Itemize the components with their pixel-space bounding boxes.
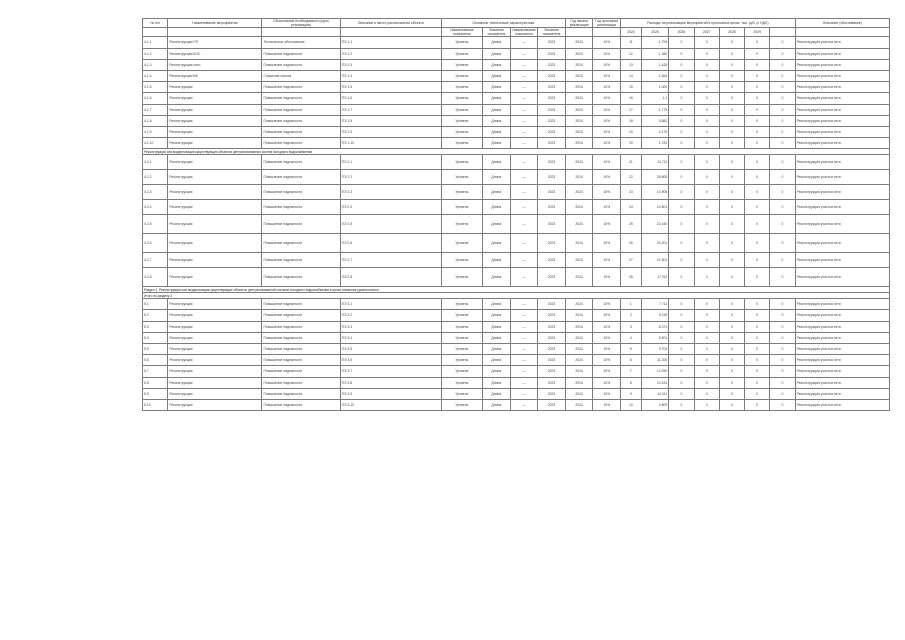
header-reason: Обоснование необходимости (цель реализации) — [262, 19, 340, 28]
header-year-2028: 2028 — [719, 28, 744, 37]
table-row: 5.4 Реконструкция Повышение надежности ПЭ 3.4 Уровень Длина — 2023 2024 10% 4 5.901 0 0 0 0 0 Реконструкция участка сети — [143, 332, 890, 343]
table-row: 4.1.6 Реконструкция Повышение надежности ПЭ 1.6 Уровень Длина — 2023 2024 10% 16 1.1 0 0 0 0 0 Реконструкция участка сети — [143, 93, 890, 104]
table-row: 4.1.3 Реконструкция сети Повышение надежности ПЭ 1.3 Уровень Длина — 2023 2024 10% 13 1.425 0 0 0 0 0 Реконструкция участка сети — [143, 59, 890, 70]
table-row: 5.1 Реконструкция Повышение надежности ПЭ 3.1 Уровень Длина — 2023 2024 10% 1 7.711 0 0 0 0 0 Реконструкция участка сети — [143, 299, 890, 310]
table-row: 4.2.4 Реконструкция Повышение надежности ПЭ 2.4 Уровень Длина — 2023 2024 10% 24 10.801 0 0 0 0 0 Реконструкция участка сети — [143, 200, 890, 215]
header-measure: Наименование мероприятия — [168, 19, 262, 28]
table-row: 4.2.2 Реконструкция Повышение надежности ПЭ 2.2 Уровень Длина — 2023 2024 10% 22 28.800 0 0 0 0 0 Реконструкция участка сети — [143, 170, 890, 185]
table-row: 4.2.8 Реконструкция Повышение надежности ПЭ 2.8 Уровень Длина — 2023 2024 10% 28 17.011 0 0 0 0 0 Реконструкция участка сети — [143, 268, 890, 287]
table-row: 4.2.6 Реконструкция Повышение надежности ПЭ 2.6 Уровень Длина — 2023 2024 10% 26 24.201 0 0 0 0 0 Реконструкция участка сети — [143, 234, 890, 253]
table-row: 4.1.10 Реконструкция Повышение надежности ПЭ 1.10 Уровень Длина — 2023 2024 10% 20 1.781 0 0 0 0 0 Реконструкция участка сети — [143, 138, 890, 149]
table-row: 5.3 Реконструкция Повышение надежности ПЭ 3.3 Уровень Длина — 2023 2024 10% 3 8.071 0 0 0 0 0 Реконструкция участка сети — [143, 321, 890, 332]
section-title: Раздел 2. Реконструкция или модернизация существующих объектов централизованной системы холодного водоснабжения в целях снижения уровня износа — [143, 287, 890, 293]
header-year-2029: 2029 — [745, 28, 770, 37]
table-row: 5.9 Реконструкция Повышение надежности ПЭ 3.9 Уровень Длина — 2023 2024 10% 9 14.011 0 0 0 0 0 Реконструкция участка сети — [143, 388, 890, 399]
table-row: 4.1.9 Реконструкция Повышение надежности ПЭ 1.9 Уровень Длина — 2023 2024 10% 19 4.175 0 0 0 0 0 Реконструкция участка сети — [143, 126, 890, 137]
table-row: 4.1.2 Реконструкция КНС Повышение надежности ПЭ 1.2 Уровень Длина — 2023 2024 10% 12 1.360 0 0 0 0 0 Реконструкция участка сети — [143, 48, 890, 59]
table-row: 5.7 Реконструкция Повышение надежности ПЭ 3.7 Уровень Длина — 2023 2024 10% 7 12.090 0 0 0 0 0 Реконструкция участка сети — [143, 366, 890, 377]
table-row: 4.1.7 Реконструкция Повышение надежности ПЭ 1.7 Уровень Длина — 2023 2024 10% 17 1.775 0 0 0 0 0 Реконструкция участка сети — [143, 104, 890, 115]
header-end-year: Год окончания реализации — [593, 19, 621, 28]
header-notes: Описание (обоснование) — [795, 19, 889, 28]
header-year-2026: 2026 — [669, 28, 694, 37]
header-indicator-value: Значение показателя — [483, 28, 511, 37]
table-row: 5.2 Реконструкция Повышение надежности ПЭ 3.2 Уровень Длина — 2023 2024 10% 2 9.215 0 0 0 0 0 Реконструкция участка сети — [143, 310, 890, 321]
table-row: 4.2.1 Реконструкция Повышение надежности ПЭ 2.1 Уровень Длина — 2023 2024 10% 21 13.711 0 0 0 0 0 Реконструкция участка сети — [143, 155, 890, 170]
header-costs: Расходы на реализацию мероприятий в прогнозных ценах, тыс. руб. (с НДС) — [621, 19, 796, 28]
table-row: 5.5 Реконструкция Повышение надежности ПЭ 3.5 Уровень Длина — 2023 2024 10% 5 3.704 0 0 0 0 0 Реконструкция участка сети — [143, 344, 890, 355]
table-row: 4.2.7 Реконструкция Повышение надежности ПЭ 2.7 Уровень Длина — 2023 2024 10% 27 21.501 0 0 0 0 0 Реконструкция участка сети — [143, 253, 890, 268]
main-table — [142, 18, 890, 411]
table-row: 5.10 Реконструкция Повышение надежности ПЭ 3.10 Уровень Длина — 2023 2024 10% 10 4.809 0 0 0 0 0 Реконструкция участка сети — [143, 399, 890, 410]
header-start-year: Год начала реализации — [565, 19, 593, 28]
table-row: 4.1.5 Реконструкция Повышение надежности ПЭ 1.5 Уровень Длина — 2023 2024 10% 15 1.000 0 0 0 0 0 Реконструкция участка сети — [143, 82, 890, 93]
investment-program-table — [142, 18, 890, 622]
subtotal-row: Итого по разделу 2 — [143, 293, 890, 299]
table-row: 5.8 Реконструкция Повышение надежности ПЭ 3.8 Уровень Длина — 2023 2024 10% 8 10.431 0 0 0 0 0 Реконструкция участка сети — [143, 377, 890, 388]
header-technical: Основные технические характеристики — [441, 19, 565, 28]
header-number: № п/п — [143, 19, 168, 28]
table-row: 4.2.3 Реконструкция Повышение надежности ПЭ 2.3 Уровень Длина — 2023 2024 10% 23 13.905 0 0 0 0 0 Реконструкция участка сети — [143, 185, 890, 200]
section-title: Реконструкция или модернизация существующих объектов централизованных систем холодного водоснабжения — [143, 149, 890, 155]
table-row: 5.6 Реконструкция Повышение надежности ПЭ 3.6 Уровень Длина — 2023 2024 10% 6 11.200 0 0 0 0 0 Реконструкция участка сети — [143, 355, 890, 366]
header-value: Значение показателя — [538, 28, 566, 37]
table-row: 4.1.1 Реконструкция ПП Техническое обоснование ПЭ 1.1 Уровень Длина — 2023 2024 10% 11 1.754 0 0 0 0 0 Реконструкция участка сети — [143, 37, 890, 48]
header-year-2024: 2024 — [621, 28, 642, 37]
header-row-1 — [143, 19, 890, 28]
header-unit: Наименование показателя — [510, 28, 538, 37]
header-row-2 — [143, 28, 890, 37]
table-row: 4.1.8 Реконструкция Повышение надежности ПЭ 1.8 Уровень Длина — 2023 2024 10% 18 9.881 0 0 0 0 0 Реконструкция участка сети — [143, 115, 890, 126]
header-year-2027: 2027 — [694, 28, 719, 37]
table-row: 4.2.5 Реконструкция Повышение надежности ПЭ 2.5 Уровень Длина — 2023 2024 10% 25 22.440 0 0 0 0 0 Реконструкция участка сети — [143, 215, 890, 234]
header-indicator-name: Наименование показателя — [441, 28, 482, 37]
header-description: Описание и место расположения объекта — [340, 19, 441, 28]
table-row: 4.1.4 Реконструкция ВК Снижение износа ПЭ 1.4 Уровень Длина — 2023 2024 10% 14 1.654 0 0 0 0 0 Реконструкция участка сети — [143, 70, 890, 81]
header-year-2025: 2025 — [641, 28, 669, 37]
